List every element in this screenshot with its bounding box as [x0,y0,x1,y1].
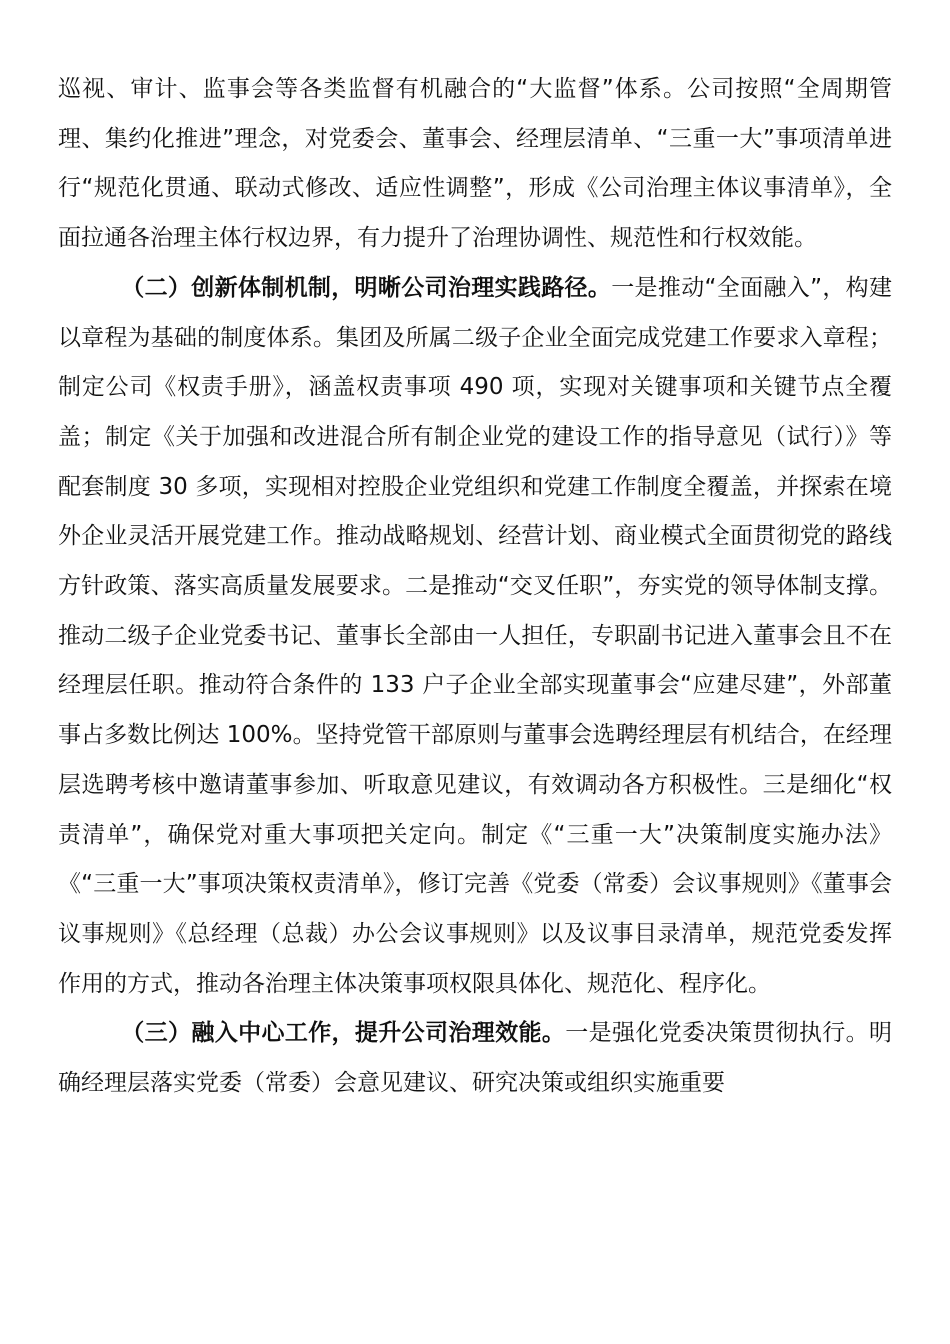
paragraph-section-2 [58,264,892,1010]
paragraph-section-3 [58,1009,892,1108]
paragraph-body: 一是推动“全面融入”，构建以章程为基础的制度体系。集团及所属二级子企业全面完成党建工作要求入章程；制定公司《权责手册》，涵盖权责事项 490 项，实现对关键事项和关键节点全覆盖；制定《关于加强和改进混合所有制企业党的建设工作的指导意见（试行）》等配套制度 30 多项，实现相对控股企业党组织和党建工作制度全覆盖，并探索在境外企业灵活开展党建工作。推动战略规划、经营计划、商业模式全面贯彻党的路线方针政策、落实高质量发展要求。二是推动“交叉任职”，夯实党的领导体制支撑。推动二级子企业党委书记、董事长全部由一人担任，专职副书记进入董事会且不在经理层任职。推动符合条件的 133 户子企业全部实现董事会“应建尽建”，外部董事占多数比例达 100%。坚持党管干部原则与董事会选聘经理层有机结合，在经理层选聘考核中邀请董事参加、听取意见建议，有效调动各方积极性。三是细化“权责清单”，确保党对重大事项把关定向。制定《“三重一大”决策制度实施办法》《“三重一大”事项决策权责清单》，修订完善《党委（常委）会议事规则》《董事会议事规则》《总经理（总裁）办公会议事规则》以及议事目录清单，规范党委发挥作用的方式，推动各治理主体决策事项权限具体化、规范化、程序化。 [58,274,893,997]
document-page [58,65,892,1109]
section-heading: （三）融入中心工作，提升公司治理效能。 [121,1020,566,1047]
section-heading: （二）创新体制机制，明晰公司治理实践路径。 [121,274,612,301]
paragraph-body: 一是强化党委决策贯彻执行。明确经理层落实党委（常委）会意见建议、研究决策或组织实施重要 [58,1020,893,1097]
paragraph-continuation [58,65,892,264]
paragraph-body: 巡视、审计、监事会等各类监督有机融合的“大监督”体系。公司按照“全周期管理、集约化推进”理念，对党委会、董事会、经理层清单、“三重一大”事项清单进行“规范化贯通、联动式修改、适应性调整”，形成《公司治理主体议事清单》，全面拉通各治理主体行权边界，有力提升了治理协调性、规范性和行权效能。 [58,76,892,252]
